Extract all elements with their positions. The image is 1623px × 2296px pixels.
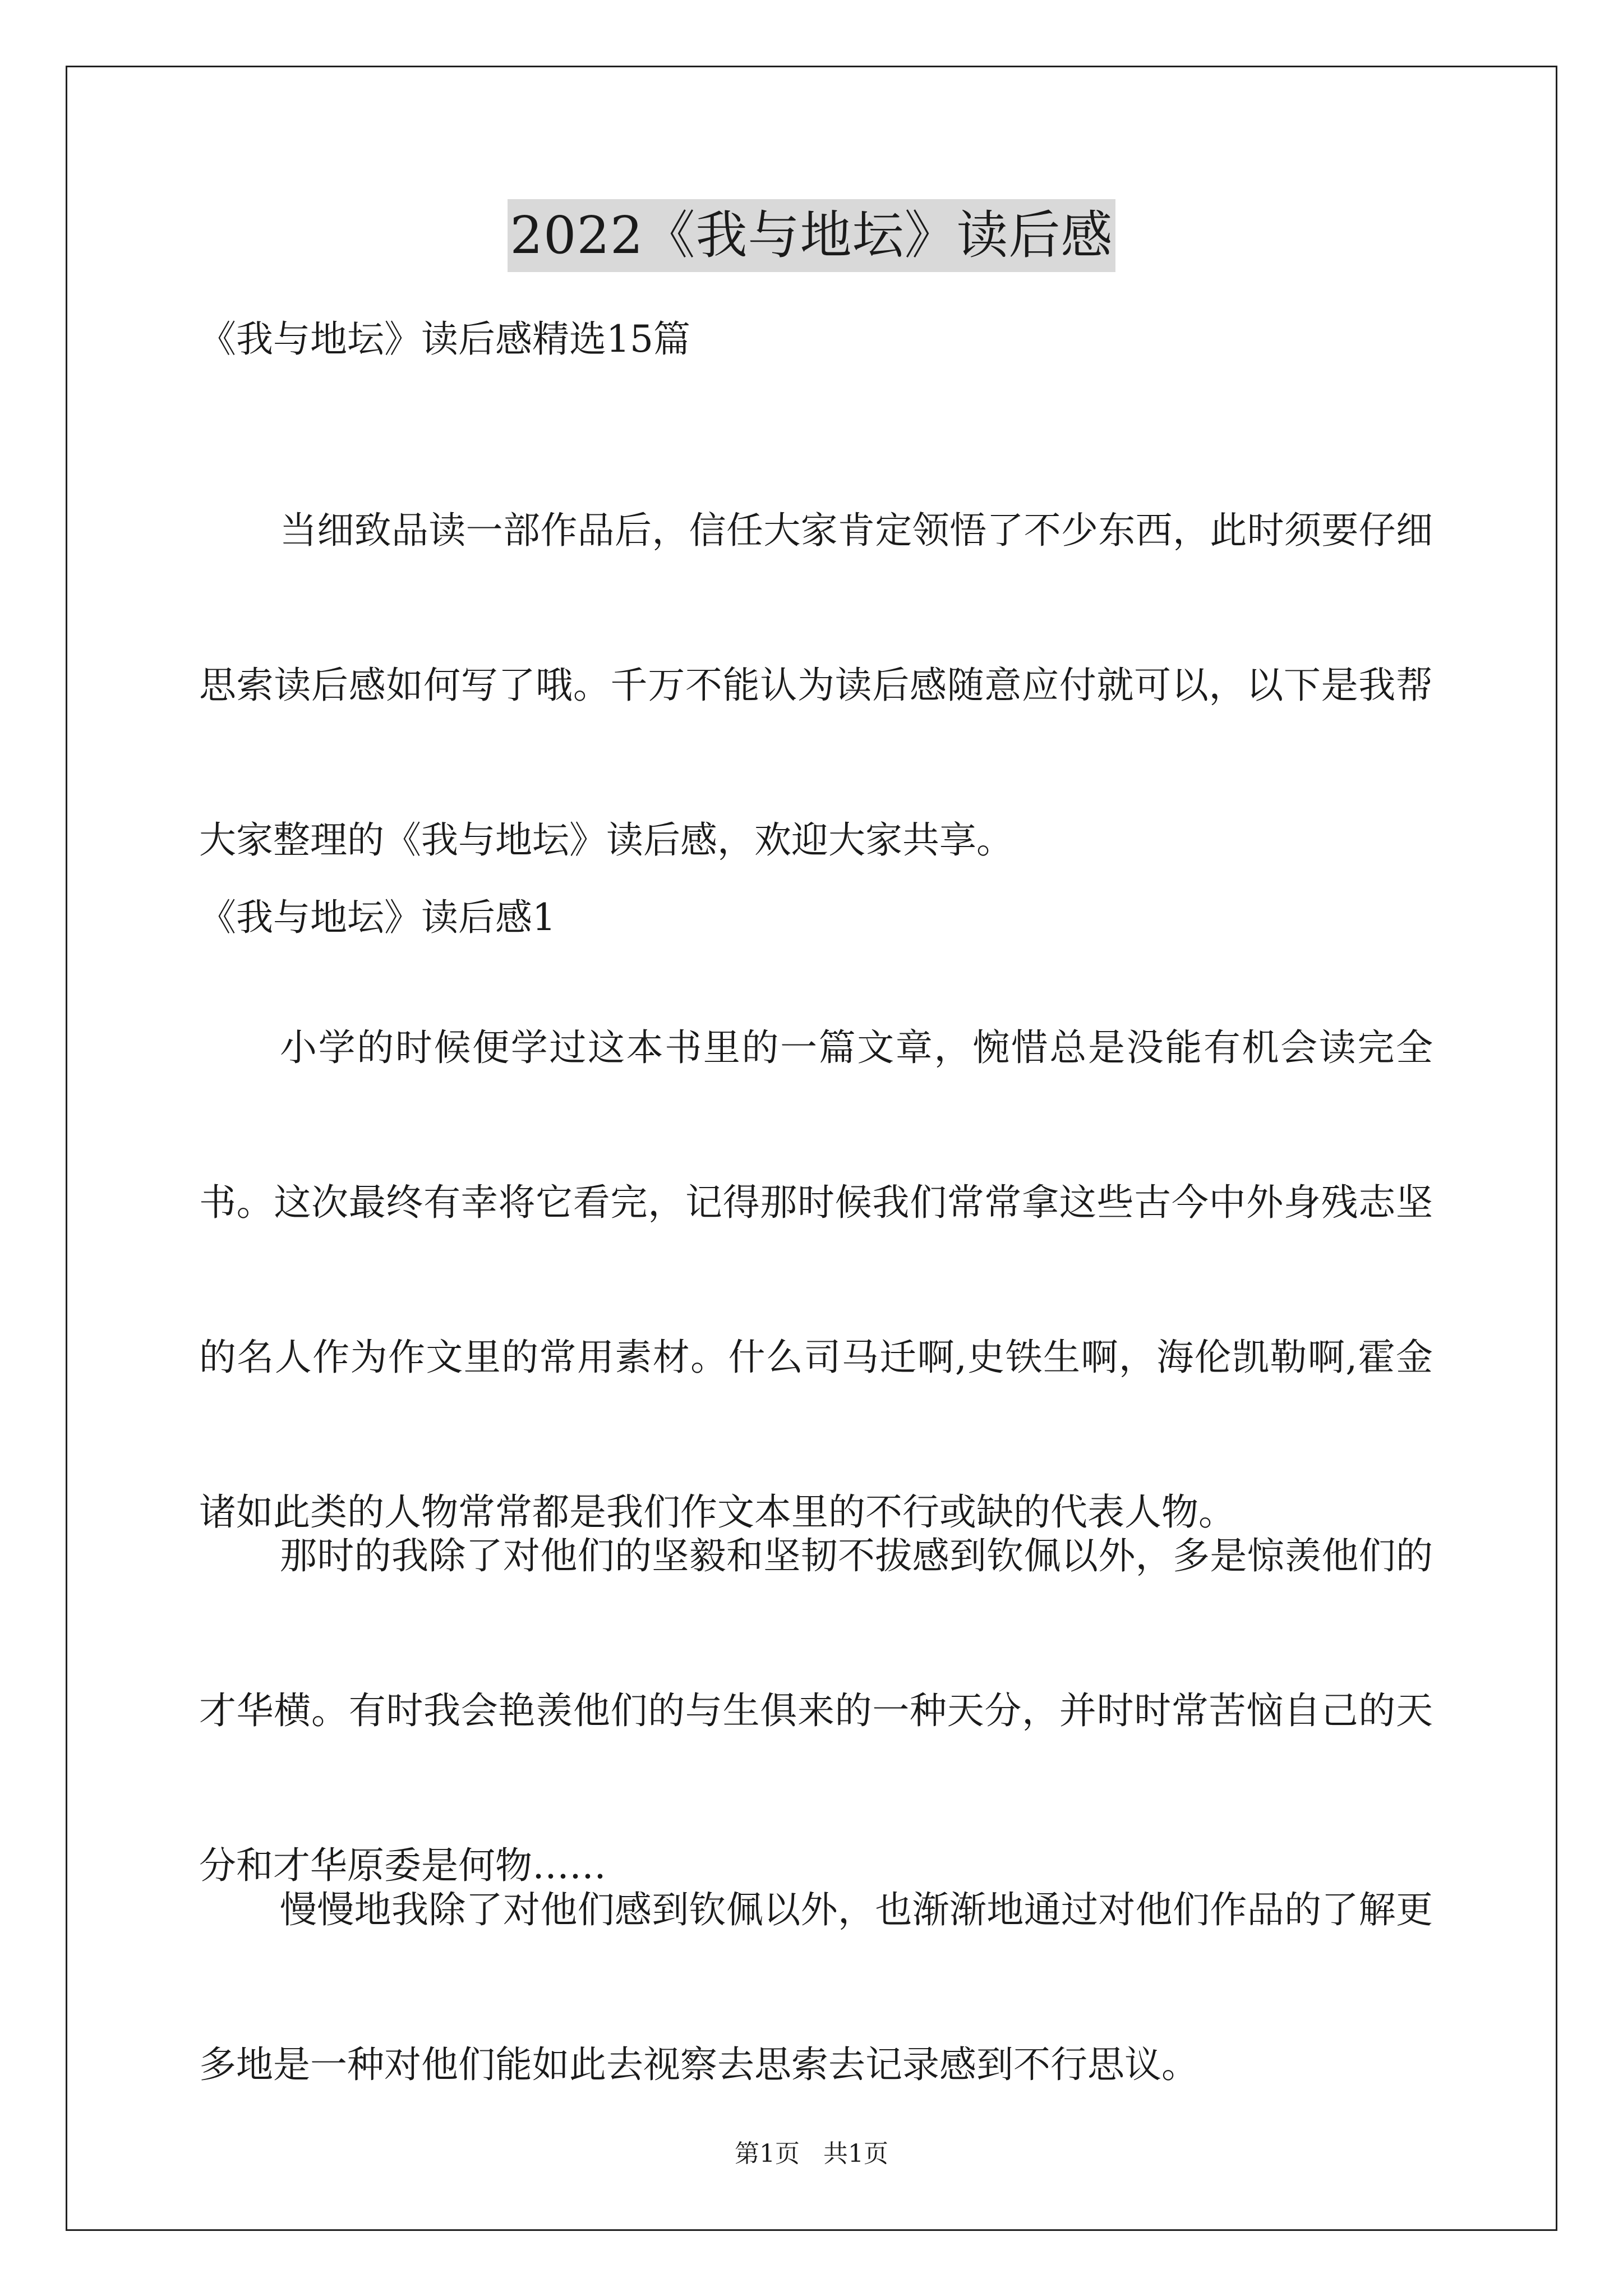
body-paragraph-2: 那时的我除了对他们的坚毅和坚韧不拔感到钦佩以外，多是惊羡他们的才华横。有时我会艳羡他们的与生俱来的一种天分，并时时常苦恼自己的天分和才华原委是何物……	[199, 1534, 1433, 1887]
section-heading: 《我与地坛》读后感1	[199, 896, 556, 939]
page-number: 第1页	[735, 2139, 800, 2168]
intro-paragraph: 当细致品读一部作品后，信任大家肯定领悟了不少东西，此时须要仔细思索读后感如何写了哦。千万不能认为读后感随意应付就可以，以下是我帮大家整理的《我与地坛》读后感，欢迎大家共享。	[199, 509, 1433, 862]
document-subtitle: 《我与地坛》读后感精选15篇	[199, 318, 690, 361]
title-container	[0, 199, 1623, 272]
body-paragraph-1: 小学的时候便学过这本书里的一篇文章，惋惜总是没能有机会读完全书。这次最终有幸将它看完，记得那时候我们常常拿这些古今中外身残志坚的名人作为作文里的常用素材。什么司马迁啊,史铁生啊，海伦凯勒啊,霍金诸如此类的人物常常都是我们作文本里的不行或缺的代表人物。	[199, 1026, 1433, 1534]
body-paragraph-3: 慢慢地我除了对他们感到钦佩以外，也渐渐地通过对他们作品的了解更多地是一种对他们能如此去视察去思索去记录感到不行思议。	[199, 1888, 1433, 2086]
page-footer	[0, 2137, 1623, 2171]
page-total: 共1页	[823, 2139, 888, 2168]
document-title: 2022《我与地坛》读后感	[508, 199, 1115, 272]
